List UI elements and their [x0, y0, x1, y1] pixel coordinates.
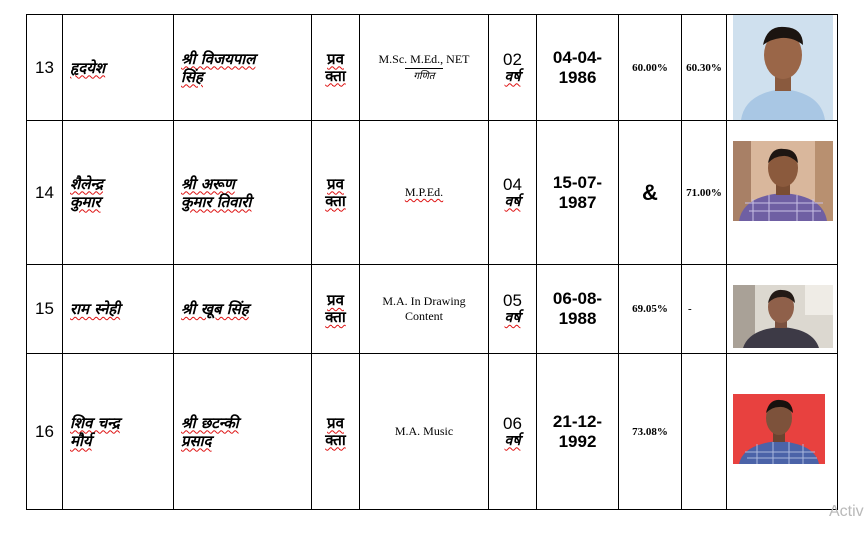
experience: 05 वर्ष [489, 265, 537, 354]
teacher-photo [733, 15, 833, 120]
date-of-birth: 15-07- 1987 [537, 121, 619, 265]
teacher-name: हृदयेश [63, 15, 174, 121]
serial-number: 13 [27, 15, 63, 121]
photo-cell [727, 15, 838, 121]
experience: 04 वर्ष [489, 121, 537, 265]
father-name: श्री अरूण कुमार तिवारी [174, 121, 312, 265]
percentage-a: & [619, 121, 682, 265]
father-name: श्री खूब सिंह [174, 265, 312, 354]
designation: प्रव क्ता [312, 121, 360, 265]
table-row [27, 354, 838, 510]
experience: 02 वर्ष [489, 15, 537, 121]
date-of-birth: 21-12- 1992 [537, 354, 619, 510]
father-name: श्री छटन्की प्रसाद [174, 354, 312, 510]
percentage-b: - [682, 265, 727, 354]
photo-cell [727, 265, 838, 354]
teacher-name: राम स्नेही [63, 265, 174, 354]
teacher-photo [733, 394, 825, 464]
teacher-name: शिव चन्द्र मौर्य [63, 354, 174, 510]
teacher-name: शैलेन्द्र कुमार [63, 121, 174, 265]
qualification: M.Sc. M.Ed., NET गणित [360, 15, 489, 121]
father-name: श्री विजयपाल सिंह [174, 15, 312, 121]
staff-table [26, 14, 838, 510]
serial-number: 14 [27, 121, 63, 265]
designation: प्रव क्ता [312, 15, 360, 121]
percentage-a: 69.05% [619, 265, 682, 354]
designation: प्रव क्ता [312, 265, 360, 354]
percentage-a: 60.00% [619, 15, 682, 121]
table-row [27, 121, 838, 265]
qualification: M.A. Music [360, 354, 489, 510]
percentage-b: 60.30% [682, 15, 727, 121]
serial-number: 15 [27, 265, 63, 354]
percentage-a: 73.08% [619, 354, 682, 510]
table-row [27, 15, 838, 121]
experience: 06 वर्ष [489, 354, 537, 510]
date-of-birth: 06-08- 1988 [537, 265, 619, 354]
designation: प्रव क्ता [312, 354, 360, 510]
percentage-b: 71.00% [682, 121, 727, 265]
percentage-b [682, 354, 727, 510]
serial-number: 16 [27, 354, 63, 510]
teacher-photo [733, 285, 833, 348]
activation-watermark: Activ [829, 503, 864, 520]
photo-cell [727, 354, 838, 510]
table-row [27, 265, 838, 354]
photo-cell [727, 121, 838, 265]
qualification: M.A. In Drawing Content [360, 265, 489, 354]
date-of-birth: 04-04- 1986 [537, 15, 619, 121]
qualification: M.P.Ed. [360, 121, 489, 265]
teacher-photo [733, 141, 833, 221]
